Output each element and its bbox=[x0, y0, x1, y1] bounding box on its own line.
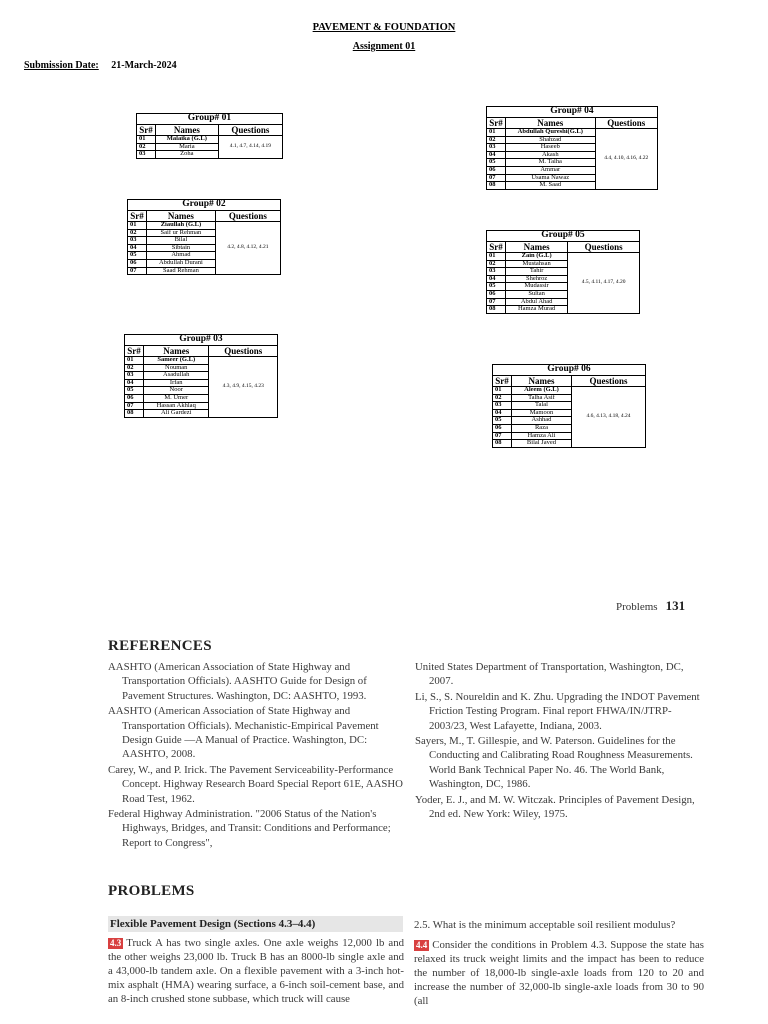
column-header-sr: Sr# bbox=[137, 125, 156, 136]
member-sr: 04 bbox=[493, 409, 512, 417]
member-sr: 01 bbox=[125, 357, 144, 365]
member-name: Ahmad bbox=[147, 252, 216, 260]
column-header-names: Names bbox=[506, 118, 596, 129]
member-name: Noor bbox=[144, 387, 209, 395]
member-name: Sameer (G.L) bbox=[144, 357, 209, 365]
group-questions: 4.5, 4.11, 4.17, 4.20 bbox=[568, 253, 640, 314]
member-name: Sibtain bbox=[147, 244, 216, 252]
column-header-sr: Sr# bbox=[493, 376, 512, 387]
member-sr: 07 bbox=[487, 298, 506, 306]
group-table-02 bbox=[127, 199, 281, 275]
member-name: Mudassir bbox=[506, 283, 568, 291]
column-header-names: Names bbox=[506, 242, 568, 253]
group-questions: 4.3, 4.9, 4.15, 4.23 bbox=[209, 357, 278, 418]
group-table-01 bbox=[136, 113, 283, 159]
member-name: Zain (G.L) bbox=[506, 253, 568, 261]
group-questions: 4.2, 4.8, 4.12, 4.21 bbox=[215, 222, 280, 275]
member-sr: 06 bbox=[493, 424, 512, 432]
member-name: Nouman bbox=[144, 364, 209, 372]
member-sr: 05 bbox=[487, 283, 506, 291]
member-sr: 01 bbox=[487, 129, 506, 137]
submission-date: 21-March-2024 bbox=[111, 60, 177, 71]
references-right-column bbox=[415, 660, 705, 822]
member-sr: 03 bbox=[125, 372, 144, 380]
member-name: Saad Rehman bbox=[147, 267, 216, 275]
reference-entry: Federal Highway Administration. "2006 Status of the Nation's Highways, Bridges, and Transit: Conditions and Performance; Report to Congress", bbox=[108, 808, 391, 849]
member-sr: 03 bbox=[493, 402, 512, 410]
assignment-title: Assignment 01 bbox=[352, 41, 416, 52]
member-name: Aleem (G.L) bbox=[512, 387, 572, 395]
section-heading: Flexible Pavement Design (Sections 4.3–4.4) bbox=[108, 916, 403, 932]
column-header-questions: Questions bbox=[209, 346, 278, 357]
member-name: Saif ur Rehman bbox=[147, 229, 216, 237]
member-name: Shahzad bbox=[506, 136, 596, 144]
group-title: Group# 03 bbox=[125, 335, 278, 346]
member-name: Akash bbox=[506, 151, 596, 159]
problem-right-column bbox=[414, 918, 704, 1008]
reference-entry: United States Department of Transportation, Washington, DC, 2007. bbox=[415, 661, 684, 688]
table-row bbox=[487, 253, 640, 261]
member-name: Mustahsan bbox=[506, 260, 568, 268]
group-table-03 bbox=[124, 334, 278, 418]
member-sr: 07 bbox=[493, 432, 512, 440]
member-sr: 01 bbox=[493, 387, 512, 395]
table-row bbox=[125, 357, 278, 365]
column-header-questions: Questions bbox=[595, 118, 657, 129]
member-sr: 05 bbox=[125, 387, 144, 395]
member-sr: 08 bbox=[487, 182, 506, 190]
member-name: Sultan bbox=[506, 290, 568, 298]
column-header-sr: Sr# bbox=[125, 346, 144, 357]
table-row bbox=[487, 129, 658, 137]
member-sr: 04 bbox=[125, 379, 144, 387]
member-name: M. Saad bbox=[506, 182, 596, 190]
member-sr: 03 bbox=[137, 151, 156, 159]
column-header-names: Names bbox=[156, 125, 219, 136]
member-name: Ziaullah (G.L) bbox=[147, 222, 216, 230]
member-sr: 02 bbox=[128, 229, 147, 237]
member-name: Maria bbox=[156, 143, 219, 151]
column-header-names: Names bbox=[144, 346, 209, 357]
group-title: Group# 02 bbox=[128, 200, 281, 211]
member-sr: 04 bbox=[487, 275, 506, 283]
member-sr: 07 bbox=[125, 402, 144, 410]
reference-entry: AASHTO (American Association of State Highway and Transportation Officials). AASHTO Guide for Design of Pavement Structures. Washington, DC: AASHTO, 1993. bbox=[108, 661, 367, 702]
member-name: Tahir bbox=[506, 268, 568, 276]
member-name: Raza bbox=[512, 424, 572, 432]
column-header-questions: Questions bbox=[571, 376, 645, 387]
column-header-sr: Sr# bbox=[128, 211, 147, 222]
page-number: 131 bbox=[665, 598, 686, 613]
member-name: Usama Nawaz bbox=[506, 174, 596, 182]
member-sr: 01 bbox=[137, 136, 156, 144]
submission-label: Submission Date: bbox=[24, 60, 99, 71]
problem-text: Truck A has two single axles. One axle weighs 12,000 lb and the other weighs 23,000 lb. Truck B has an 8000-lb single axle and a 43,000-lb tandem axle. On a flexible pavement with a 3-inch hot-mix asphalt (HMA) wearing surface, a 6-inch soil-cement base, and an 8-inch crushed stone subbase, which truck will cause bbox=[108, 937, 404, 1005]
running-head bbox=[616, 598, 685, 614]
group-table-06 bbox=[492, 364, 646, 448]
member-name: Irfan bbox=[144, 379, 209, 387]
group-table-04 bbox=[486, 106, 658, 190]
member-sr: 03 bbox=[487, 144, 506, 152]
member-sr: 08 bbox=[487, 306, 506, 314]
reference-entry: Yoder, E. J., and M. W. Witczak. Principles of Pavement Design, 2nd ed. New York: Wiley, 1975. bbox=[415, 793, 695, 821]
member-sr: 03 bbox=[128, 237, 147, 245]
reference-entry: Carey, W., and P. Irick. The Pavement Serviceability-Performance Concept. Highway Research Board Special Report 61E, AASHO Road Test, 1962. bbox=[108, 763, 403, 805]
member-sr: 05 bbox=[493, 417, 512, 425]
member-sr: 02 bbox=[493, 394, 512, 402]
column-header-questions: Questions bbox=[218, 125, 282, 136]
member-name: M. Talha bbox=[506, 159, 596, 167]
member-sr: 04 bbox=[487, 151, 506, 159]
member-sr: 05 bbox=[487, 159, 506, 167]
references-heading: REFERENCES bbox=[108, 638, 212, 654]
member-name: Talal bbox=[512, 402, 572, 410]
member-sr: 02 bbox=[487, 136, 506, 144]
group-questions: 4.1, 4.7, 4.14, 4.19 bbox=[218, 136, 282, 159]
member-name: Bilal bbox=[147, 237, 216, 245]
member-name: Ashhad bbox=[512, 417, 572, 425]
group-title: Group# 05 bbox=[487, 231, 640, 242]
member-name: Mamoon bbox=[512, 409, 572, 417]
table-row bbox=[128, 222, 281, 230]
group-title: Group# 01 bbox=[137, 114, 283, 125]
table-row bbox=[137, 136, 283, 144]
member-name: Zoha bbox=[156, 151, 219, 159]
member-sr: 08 bbox=[125, 410, 144, 418]
column-header-names: Names bbox=[147, 211, 216, 222]
member-sr: 07 bbox=[487, 174, 506, 182]
member-sr: 01 bbox=[487, 253, 506, 261]
member-sr: 06 bbox=[487, 166, 506, 174]
member-name: Hamza Ali bbox=[512, 432, 572, 440]
member-name: Malaika (G.L) bbox=[156, 136, 219, 144]
group-questions: 4.4, 4.10, 4.16, 4.22 bbox=[595, 129, 657, 190]
problem-continuation: 2.5. What is the minimum acceptable soil resilient modulus? bbox=[414, 919, 676, 931]
member-sr: 06 bbox=[487, 290, 506, 298]
member-sr: 03 bbox=[487, 268, 506, 276]
member-sr: 06 bbox=[128, 259, 147, 267]
problems-heading: PROBLEMS bbox=[108, 883, 195, 899]
submission-date-line bbox=[24, 60, 177, 71]
member-sr: 08 bbox=[493, 440, 512, 448]
member-sr: 02 bbox=[487, 260, 506, 268]
group-title: Group# 04 bbox=[487, 107, 658, 118]
member-name: Bilal Javed bbox=[512, 440, 572, 448]
member-sr: 06 bbox=[125, 394, 144, 402]
problem-number-badge: 4.3 bbox=[110, 938, 122, 948]
member-name: Abdullah Durani bbox=[147, 259, 216, 267]
group-title: Group# 06 bbox=[493, 365, 646, 376]
reference-entry: AASHTO (American Association of State Highway and Transportation Officials). Mechanistic-Empirical Pavement Design Guide —A Manual of Practice. Washington, DC: AASHTO, 2008. bbox=[108, 705, 379, 761]
member-name: Asadullah bbox=[144, 372, 209, 380]
member-name: Hassan Akhlaq bbox=[144, 402, 209, 410]
reference-entry: Sayers, M., T. Gillespie, and W. Paterson. Guidelines for the Conducting and Calibrating Road Roughness Measurements. World Bank Technical Paper No. 46. The World Bank, Washington, DC, 1986. bbox=[415, 735, 693, 791]
member-sr: 02 bbox=[125, 364, 144, 372]
member-sr: 07 bbox=[128, 267, 147, 275]
member-name: Shehroz bbox=[506, 275, 568, 283]
member-sr: 04 bbox=[128, 244, 147, 252]
course-title: PAVEMENT & FOUNDATION bbox=[312, 22, 456, 33]
group-questions: 4.6, 4.13, 4.18, 4.24 bbox=[571, 387, 645, 448]
problem-text: Consider the conditions in Problem 4.3. Suppose the state has relaxed its truck weight limits and the impact has been to reduce the number of 18,000-lb single-axle loads from 120 to 20 and increase the number of 32,000-lb single-axle loads from 30 to 90 (all bbox=[414, 939, 704, 1007]
member-sr: 02 bbox=[137, 143, 156, 151]
member-name: Talha Asif bbox=[512, 394, 572, 402]
problem-4-3 bbox=[108, 936, 404, 1006]
group-table-05 bbox=[486, 230, 640, 314]
table-row bbox=[493, 387, 646, 395]
column-header-questions: Questions bbox=[568, 242, 640, 253]
references-left-column bbox=[108, 660, 404, 851]
member-name: Ali Gardezi bbox=[144, 410, 209, 418]
column-header-names: Names bbox=[512, 376, 572, 387]
member-name: Abdullah Qureshi(G.L) bbox=[506, 129, 596, 137]
member-sr: 05 bbox=[128, 252, 147, 260]
column-header-sr: Sr# bbox=[487, 242, 506, 253]
running-head-label: Problems bbox=[616, 601, 658, 613]
member-name: Abdul Ahad bbox=[506, 298, 568, 306]
reference-entry: Li, S., S. Noureldin and K. Zhu. Upgrading the INDOT Pavement Friction Testing Program. Final report FHWA/IN/JTRP-2003/23, West Lafayette, Indiana, 2003. bbox=[415, 690, 700, 732]
member-name: M. Umer bbox=[144, 394, 209, 402]
member-name: Ammar bbox=[506, 166, 596, 174]
column-header-sr: Sr# bbox=[487, 118, 506, 129]
member-name: Haseeb bbox=[506, 144, 596, 152]
problem-number-badge: 4.4 bbox=[416, 940, 428, 950]
column-header-questions: Questions bbox=[215, 211, 280, 222]
member-name: Hamza Murad bbox=[506, 306, 568, 314]
member-sr: 01 bbox=[128, 222, 147, 230]
